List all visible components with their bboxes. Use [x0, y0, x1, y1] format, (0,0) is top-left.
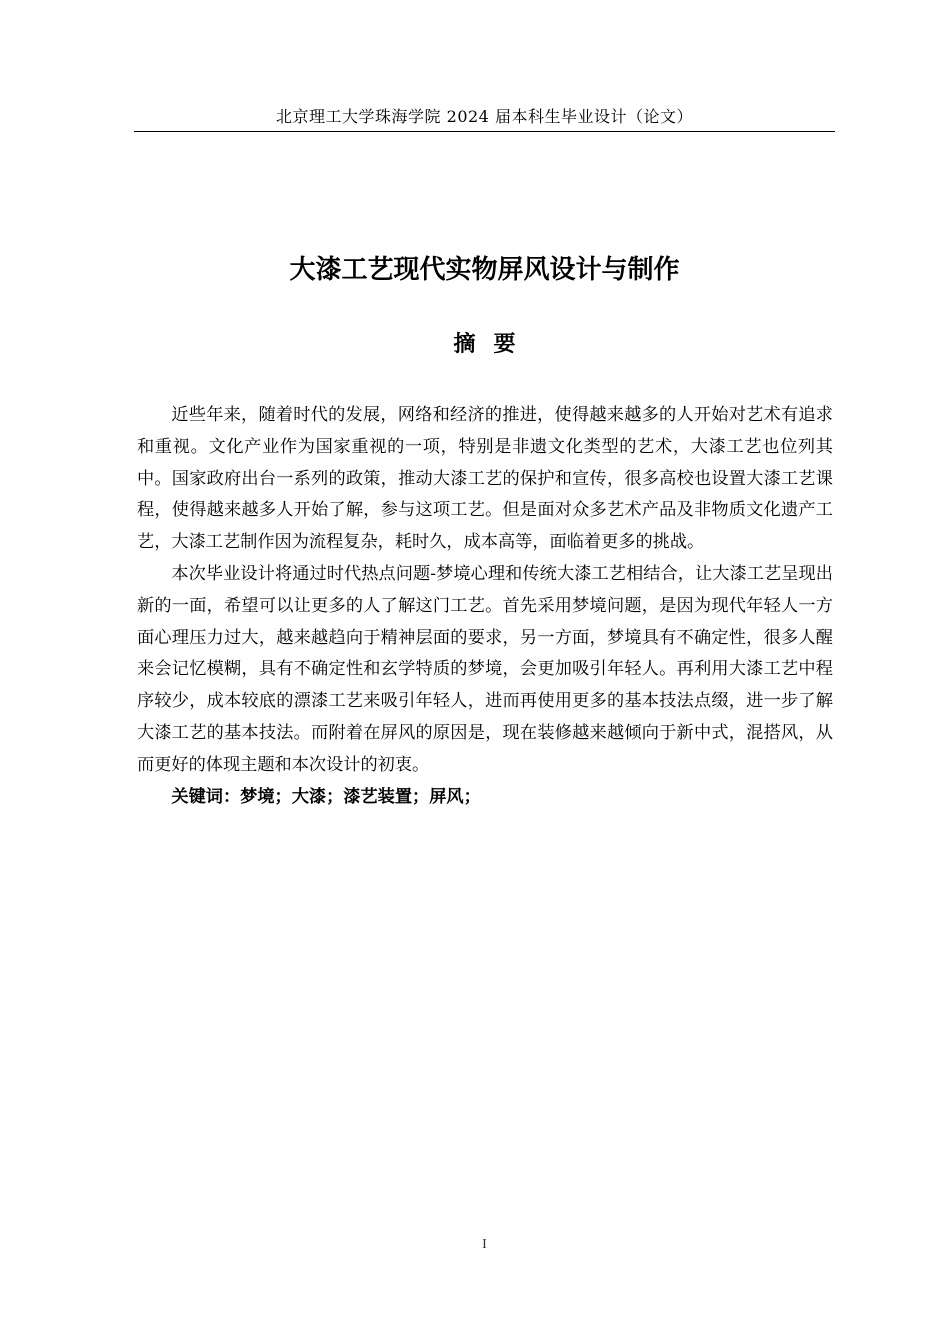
- abstract-paragraph-1: 近些年来，随着时代的发展，网络和经济的推进，使得越来越多的人开始对艺术有追求和重视。文化产业作为国家重视的一项，特别是非遗文化类型的艺术，大漆工艺也位列其中。国家政府出台一系列的政策，推动大漆工艺的保护和宣传，很多高校也设置大漆工艺课程，使得越来越多人开始了解，参与这项工艺。但是面对众多艺术产品及非物质文化遗产工艺，大漆工艺制作因为流程复杂，耗时久，成本高等，面临着更多的挑战。: [137, 405, 833, 553]
- running-header: 北京理工大学珠海学院 2024 届本科生毕业设计（论文）: [276, 107, 693, 126]
- abstract-paragraph-2: 本次毕业设计将通过时代热点问题-梦境心理和传统大漆工艺相结合，让大漆工艺呈现出新的一面，希望可以让更多的人了解这门工艺。首先采用梦境问题，是因为现代年轻人一方面心理压力过大，越来越趋向于精神层面的要求，另一方面，梦境具有不确定性，很多人醒来会记忆模糊，具有不确定性和玄学特质的梦境，会更加吸引年轻人。再利用大漆工艺中程序较少，成本较底的漂漆工艺来吸引年轻人，进而再使用更多的基本技法点缀，进一步了解大漆工艺的基本技法。而附着在屏风的原因是，现在装修越来越倾向于新中式，混搭风，从而更好的体现主题和本次设计的初衷。: [137, 563, 833, 775]
- header-rule: [134, 131, 835, 132]
- thesis-title: 大漆工艺现代实物屏风设计与制作: [289, 255, 680, 285]
- page-number: I: [482, 1237, 487, 1252]
- abstract-heading: 摘要: [453, 332, 534, 357]
- abstract-body: [137, 400, 833, 813]
- keywords-line: 关键词：梦境；大漆；漆艺装置；屏风；: [171, 786, 481, 807]
